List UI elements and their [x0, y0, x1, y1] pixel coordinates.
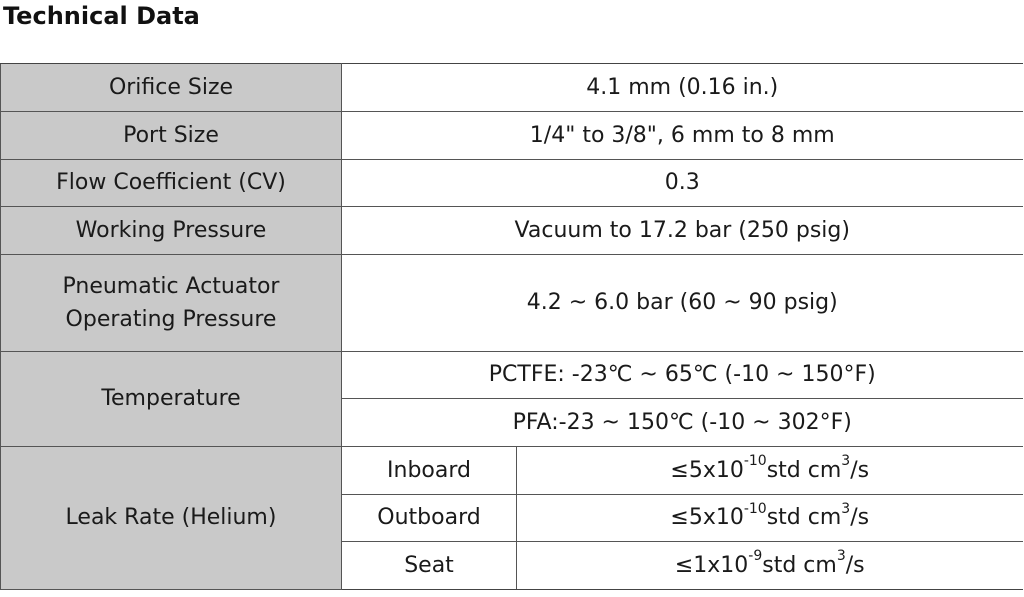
actuator-label-line2: Operating Pressure — [65, 307, 277, 332]
orifice-size-value: 4.1 mm (0.16 in.) — [342, 64, 1023, 112]
page-title: Technical Data — [3, 2, 200, 30]
row-port-size — [1, 112, 1023, 160]
flow-coefficient-label: Flow Coefficient (CV) — [1, 160, 342, 207]
actuator-pressure-value: 4.2 ~ 6.0 bar (60 ~ 90 psig) — [342, 255, 1023, 352]
orifice-size-label: Orifice Size — [1, 64, 342, 112]
flow-coefficient-value: 0.3 — [342, 160, 1023, 207]
temperature-pfa-value: PFA:-23 ~ 150℃ (-10 ~ 302°F) — [342, 399, 1023, 447]
technical-data-table — [0, 63, 1023, 590]
actuator-label-line1: Pneumatic Actuator — [62, 274, 280, 299]
working-pressure-label: Working Pressure — [1, 207, 342, 255]
leak-inboard-label: Inboard — [342, 447, 517, 495]
leak-seat-value: $\le 1x10^{-9}std$ $cm^3/s$ — [517, 542, 1023, 590]
leak-outboard-label: Outboard — [342, 495, 517, 542]
temperature-pctfe-value: PCTFE: -23℃ ~ 65℃ (-10 ~ 150°F) — [342, 352, 1023, 399]
port-size-label: Port Size — [1, 112, 342, 160]
temperature-label: Temperature — [1, 352, 342, 447]
port-size-value: 1/4" to 3/8", 6 mm to 8 mm — [342, 112, 1023, 160]
leak-inboard-value: $\le 5x10^{-10}std$ $cm^3/s$ — [517, 447, 1023, 495]
row-working-pressure — [1, 207, 1023, 255]
leak-rate-label: Leak Rate (Helium) — [1, 447, 342, 590]
row-leak-inboard — [1, 447, 1023, 495]
leak-outboard-value: $\le 5x10^{-10}std$ $cm^3/s$ — [517, 495, 1023, 542]
row-actuator-pressure — [1, 255, 1023, 352]
working-pressure-value: Vacuum to 17.2 bar (250 psig) — [342, 207, 1023, 255]
row-orifice-size — [1, 64, 1023, 112]
actuator-pressure-label — [1, 255, 342, 352]
row-temperature-pctfe — [1, 352, 1023, 399]
row-flow-coefficient — [1, 160, 1023, 207]
leak-seat-label: Seat — [342, 542, 517, 590]
